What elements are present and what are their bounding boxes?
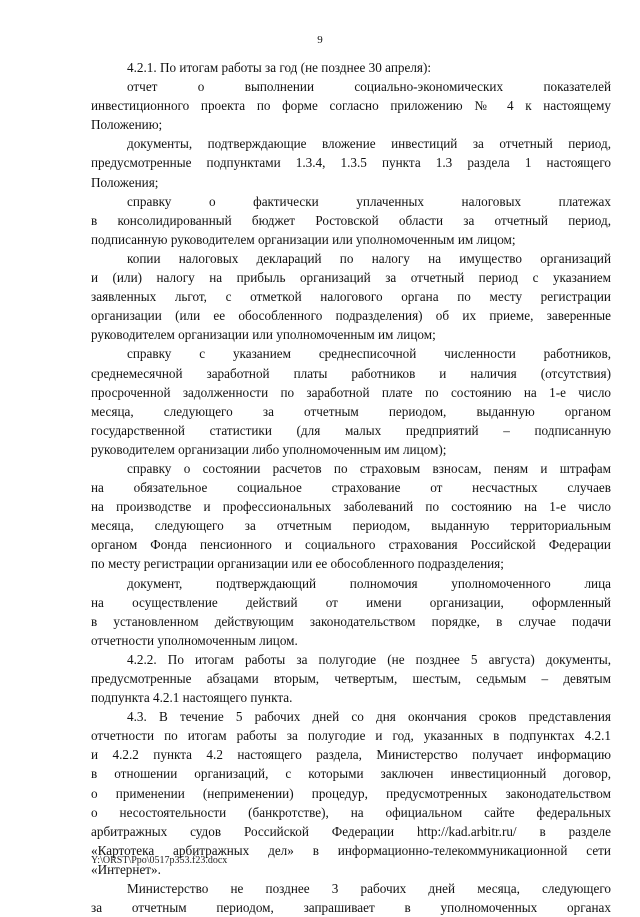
text-line: инвестиционного проекта по форме согласно приложению № 4 к настоящему: [91, 98, 611, 114]
text-line: по месту регистрации организации или ее обособленного подразделения;: [91, 556, 504, 572]
text-line: о применении (неприменении) процедур, предусмотренных законодательством: [91, 785, 611, 801]
text-line: предусмотренные абзацами вторым, четвертым, шестым, седьмым – девятым: [91, 671, 611, 686]
document-body: [91, 58, 611, 917]
text-line: справку с указанием среднесписочной численности работников,: [127, 346, 611, 362]
text-line: предусмотренные подпунктами 1.3.4, 1.3.5 пункта 1.3 раздела 1 настоящего: [91, 155, 611, 171]
text-line: и 4.2.2 пункта 4.2 настоящего раздела, Министерство получает информацию: [91, 747, 611, 763]
text-line: Министерство не позднее 3 рабочих дней месяца, следующего: [127, 881, 611, 897]
text-line: документ, подтверждающий полномочия уполномоченного лица: [127, 575, 611, 591]
text-line: месяца, следующего за отчетным периодом, выданную органом: [91, 403, 611, 419]
text-line: на осуществление действий от имени организации, оформленный: [91, 594, 611, 610]
text-line: документы, подтверждающие вложение инвестиций за отчетный период,: [127, 136, 611, 152]
text-line: копии налоговых деклараций по налогу на имущество организаций: [127, 250, 611, 266]
text-line: месяца, следующего за отчетным периодом, выданную территориальным: [91, 518, 611, 534]
text-line: руководителем организации либо уполномоченным им лицом);: [91, 441, 447, 457]
text-line: 4.3. В течение 5 рабочих дней со дня окончания сроков представления: [127, 709, 611, 725]
text-line: 4.2.1. По итогам работы за год (не позднее 30 апреля):: [127, 60, 432, 75]
text-line: о несостоятельности (банкротстве), на официальном сайте федеральных: [91, 804, 611, 820]
text-line: отчетности по итогам работы за полугодие и год, указанных в подпунктах 4.2.1: [91, 728, 611, 744]
text-line: в установленном действующим законодательством порядке, в случае подачи: [91, 613, 611, 629]
page-number: 9: [317, 34, 323, 46]
text-line: организации (или ее обособленного подразделения) об их приеме, заверенные: [91, 308, 611, 324]
text-line: арбитражных судов Российской Федерации http://kad.arbitr.ru/ в разделе: [91, 823, 611, 839]
text-line: Положению;: [91, 117, 163, 133]
text-line: на производстве и профессиональных заболеваний по состоянию на 1-е число: [91, 499, 611, 515]
text-line: «Картотека арбитражных дел» в информационно-телекоммуникационной сети: [91, 842, 611, 858]
text-line: просроченной задолженности по заработной плате по состоянию на 1-е число: [91, 384, 611, 400]
text-line: справку о фактически уплаченных налоговых платежах: [127, 193, 611, 209]
text-line: среднемесячной заработной платы работников и наличия (отсутствия): [91, 365, 611, 381]
text-line: на обязательное социальное страхование от несчастных случаев: [91, 480, 611, 496]
text-line: «Интернет».: [91, 861, 161, 877]
text-line: справку о состоянии расчетов по страховым взносам, пеням и штрафам: [127, 460, 611, 476]
file-path-footer: Y:\ORST\Ppo\0517p353.f23.docx: [91, 855, 228, 866]
text-line: подписанную руководителем организации или уполномоченным им лицом;: [91, 231, 516, 247]
text-line: за отчетным периодом, запрашивает в уполномоченных органах: [91, 900, 611, 916]
text-line: 4.2.2. По итогам работы за полугодие (не позднее 5 августа) документы,: [127, 651, 611, 667]
text-line: Положения;: [91, 174, 159, 190]
text-line: заявленных льгот, с отметкой налогового органа по месту регистрации: [91, 289, 611, 305]
text-line: руководителем организации или уполномоченным им лицом;: [91, 327, 436, 343]
text-line: в консолидированный бюджет Ростовской области за отчетный период,: [91, 212, 611, 228]
text-line: подпункта 4.2.1 настоящего пункта.: [91, 690, 293, 706]
text-line: отчетности уполномоченным лицом.: [91, 632, 298, 648]
text-line: и (или) налогу на прибыль организаций за отчетный период с указанием: [91, 270, 611, 286]
text-line: органом Фонда пенсионного и социального страхования Российской Федерации: [91, 537, 611, 553]
text-line: отчет о выполнении социально-экономических показателей: [127, 79, 611, 95]
text-line: государственной статистики (для малых предприятий – подписанную: [91, 422, 611, 438]
text-line: в отношении организаций, с которыми заключен инвестиционный договор,: [91, 766, 611, 782]
